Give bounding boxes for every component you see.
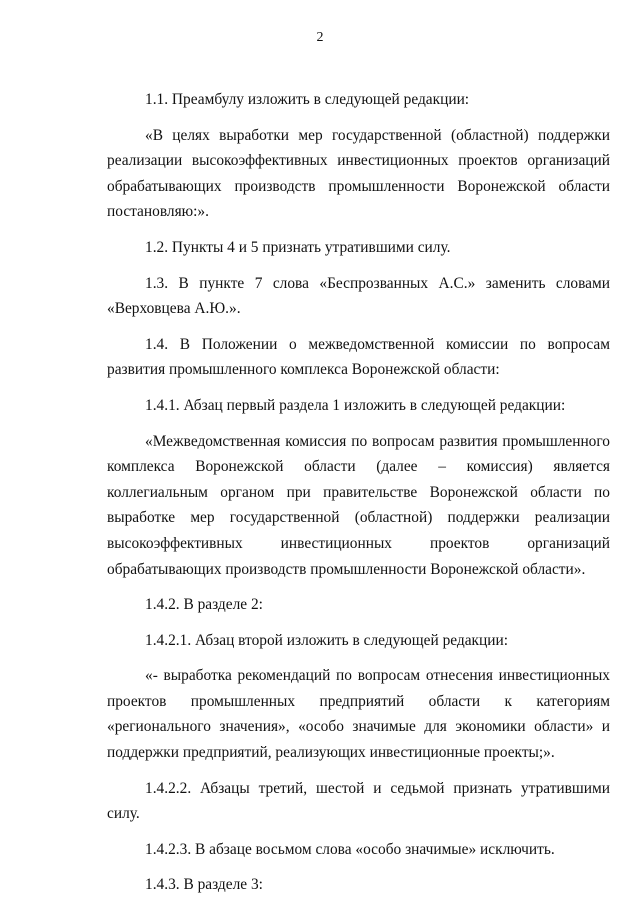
paragraph-1-4-2-1: 1.4.2.1. Абзац второй изложить в следующей редакции:	[145, 631, 509, 649]
paragraph-recommendations-quote: «- выработка рекомендаций по вопросам отнесения инвестиционных проектов промышленных предприятий области к категориям «регионального значения», «особо значимые для экономики области» и поддержки предприятий, реализующих инвестиционные проекты;».	[107, 667, 610, 762]
paragraph-1-3: 1.3. В пункте 7 слова «Беспрозванных А.С.» заменить словами «Верховцева А.Ю.».	[107, 274, 610, 318]
paragraph-1-4: 1.4. В Положении о межведомственной комиссии по вопросам развития промышленного комплекса Воронежской области:	[107, 335, 610, 379]
paragraph-1-4-2-2: 1.4.2.2. Абзацы третий, шестой и седьмой признать утратившими силу.	[107, 779, 610, 823]
paragraph-1-4-3: 1.4.3. В разделе 3:	[145, 876, 263, 894]
paragraph-1-4-1: 1.4.1. Абзац первый раздела 1 изложить в следующей редакции:	[145, 396, 566, 414]
page-number: 2	[316, 30, 324, 45]
paragraph-1-1: 1.1. Преамбулу изложить в следующей редакции:	[145, 91, 470, 108]
paragraph-commission-quote: «Межведомственная комиссия по вопросам развития промышленного комплекса Воронежской области (далее – комиссия) является коллегиальным органом при правительстве Воронежской области по выработке мер государственной (областной) поддержки реализации высокоэффективных инвестиционных проектов организаций обрабатывающих производств промышленности Воронежской области».	[107, 432, 610, 578]
document-body	[107, 87, 610, 908]
paragraph-1-2: 1.2. Пункты 4 и 5 признать утратившими силу.	[145, 238, 451, 256]
paragraph-preamble-quote: «В целях выработки мер государственной (областной) поддержки реализации высокоэффективных инвестиционных проектов организаций обрабатывающих производств промышленности Воронежской области постановляю:».	[107, 126, 610, 221]
paragraph-1-4-2: 1.4.2. В разделе 2:	[145, 596, 263, 614]
paragraph-1-4-2-3: 1.4.2.3. В абзаце восьмом слова «особо значимые» исключить.	[145, 840, 555, 858]
